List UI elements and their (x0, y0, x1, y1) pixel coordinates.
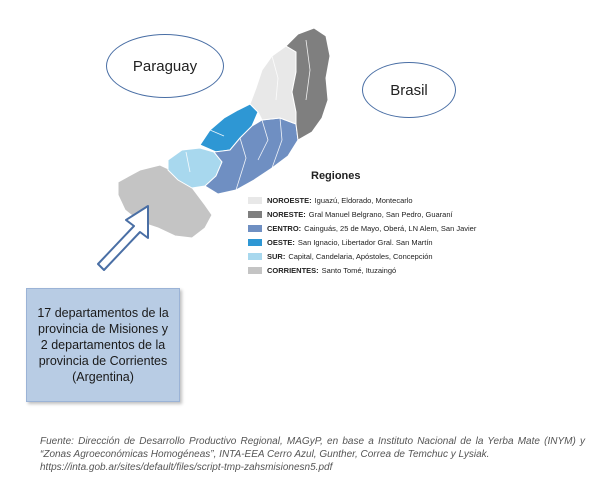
legend-region-name: CORRIENTES: (267, 265, 319, 275)
legend-region-name: OESTE: (267, 237, 295, 247)
legend-swatch-centro (248, 225, 262, 232)
source-text: Fuente: Dirección de Desarrollo Productivo Regional, MAGyP, en base a Instituto Nacional de la Yerba Mate (INYM) y “Zonas Agroeconómicas Homogéneas”, INTA-EEA Cerro Azul, Gunther, Correa de Temchuc y Lysiak. (40, 436, 585, 460)
legend-title: Regiones (311, 170, 361, 182)
legend-region-desc: Iguazú, Eldorado, Montecarlo (314, 195, 413, 205)
legend-item (248, 194, 578, 206)
source-citation (40, 435, 585, 474)
legend-region-desc: Capital, Candelaria, Apóstoles, Concepción (288, 251, 433, 261)
legend-item (248, 222, 578, 234)
legend-item (248, 264, 578, 276)
legend-region-desc: Cainguás, 25 de Mayo, Oberá, LN Alem, San Javier (304, 223, 477, 233)
callout-text: 17 departamentos de la provincia de Misiones y 2 departamentos de la provincia de Corrientes (Argentina) (37, 306, 169, 384)
legend-swatch-corrientes (248, 267, 262, 274)
legend-swatch-sur (248, 253, 262, 260)
source-url: https://inta.gob.ar/sites/default/files/script-tmp-zahsmisionesn5.pdf (40, 462, 333, 473)
legend-swatch-noroeste (248, 197, 262, 204)
legend-item (248, 250, 578, 262)
regions-legend (248, 170, 578, 278)
legend-region-name: NORESTE: (267, 209, 306, 219)
legend-swatch-oeste (248, 239, 262, 246)
legend-item (248, 208, 578, 220)
paraguay-label (106, 34, 224, 98)
legend-item (248, 236, 578, 248)
legend-region-name: NOROESTE: (267, 195, 312, 205)
brasil-label (362, 62, 456, 118)
legend-region-name: CENTRO: (267, 223, 302, 233)
legend-region-desc: Gral Manuel Belgrano, San Pedro, Guaraní (308, 209, 453, 219)
legend-region-name: SUR: (267, 251, 286, 261)
legend-region-desc: Santo Tomé, Ituzaingó (321, 265, 397, 275)
paraguay-label-text: Paraguay (132, 57, 198, 75)
brasil-label-text: Brasil (390, 81, 428, 99)
pointer-arrow-icon (98, 206, 148, 270)
departments-callout (26, 288, 180, 402)
legend-swatch-noreste (248, 211, 262, 218)
legend-region-desc: San Ignacio, Libertador Gral. San Martín (297, 237, 433, 247)
